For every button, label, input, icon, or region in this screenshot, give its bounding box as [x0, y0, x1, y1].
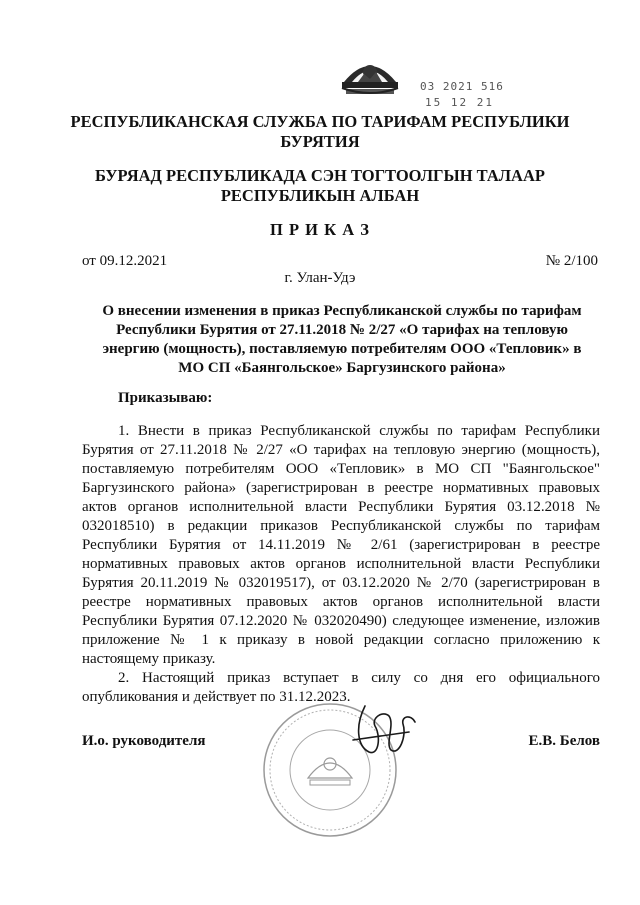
- doc-body: [82, 422, 600, 707]
- doc-subject: О внесении изменения в приказ Республиканской службы по тарифам Республики Бурятия от 27.11.2018 № 2/27 «О тарифах на тепловую энергию (мощность), поставляемую потребителям ООО «Тепловик» в МО СП «Баянгольское» Баргузинского района»: [102, 303, 582, 376]
- registry-stamp-line1: 03 2021 516: [420, 80, 504, 93]
- doc-city: г. Улан-Удэ: [284, 270, 356, 286]
- doc-date: от 09.12.2021: [82, 253, 168, 269]
- doc-number: № 2/100: [545, 253, 598, 269]
- paragraph-2: 2. Настоящий приказ вступает в силу со дня его официального опубликования и действует по 31.12.2023.: [82, 670, 600, 705]
- handwritten-signature-icon: [345, 696, 425, 766]
- doc-type-title: П Р И К А З: [270, 220, 370, 239]
- signatory-name: Е.В. Белов: [528, 733, 600, 749]
- agency-title-ru: РЕСПУБЛИКАНСКАЯ СЛУЖБА ПО ТАРИФАМ РЕСПУБЛИКИ БУРЯТИЯ: [70, 112, 570, 151]
- agency-title-bur: БУРЯАД РЕСПУБЛИКАДА СЭН ТОГТООЛГЫН ТАЛААР РЕСПУБЛИКЫН АЛБАН: [95, 166, 545, 205]
- coat-of-arms-icon: [340, 52, 400, 98]
- order-word: Приказываю:: [118, 390, 213, 406]
- signatory-position: И.о. руководителя: [82, 733, 206, 749]
- paragraph-1: 1. Внести в приказ Республиканской службы по тарифам Республики Бурятия от 27.11.2018 № 2/27 «О тарифах на тепловую энергию (мощность), поставляемую потребителям ООО «Тепловик» в МО СП "Баянгольское" Баргузинского района» (зарегистрирован в реестре нормативных правовых актов органов исполнительной власти Республики Бурятия 03.12.2018 № 032018510) в редакции приказов Республиканской службы по тарифам Республики Бурятия от 14.11.2019 № 2/61 (зарегистрирован в реестре нормативных правовых актов органов исполнительной власти Республики Бурятия 20.11.2019 № 032019517), от 03.12.2020 № 2/70 (зарегистрирован в реестре нормативных правовых актов органов исполнительной власти Республики Бурятия 07.12.2020 № 032020490) следующее изменение, изложив приложение № 1 к приказу в новой редакции согласно приложению к настоящему приказу.: [82, 423, 600, 667]
- registry-stamp-line2: 15 12 21: [425, 96, 494, 109]
